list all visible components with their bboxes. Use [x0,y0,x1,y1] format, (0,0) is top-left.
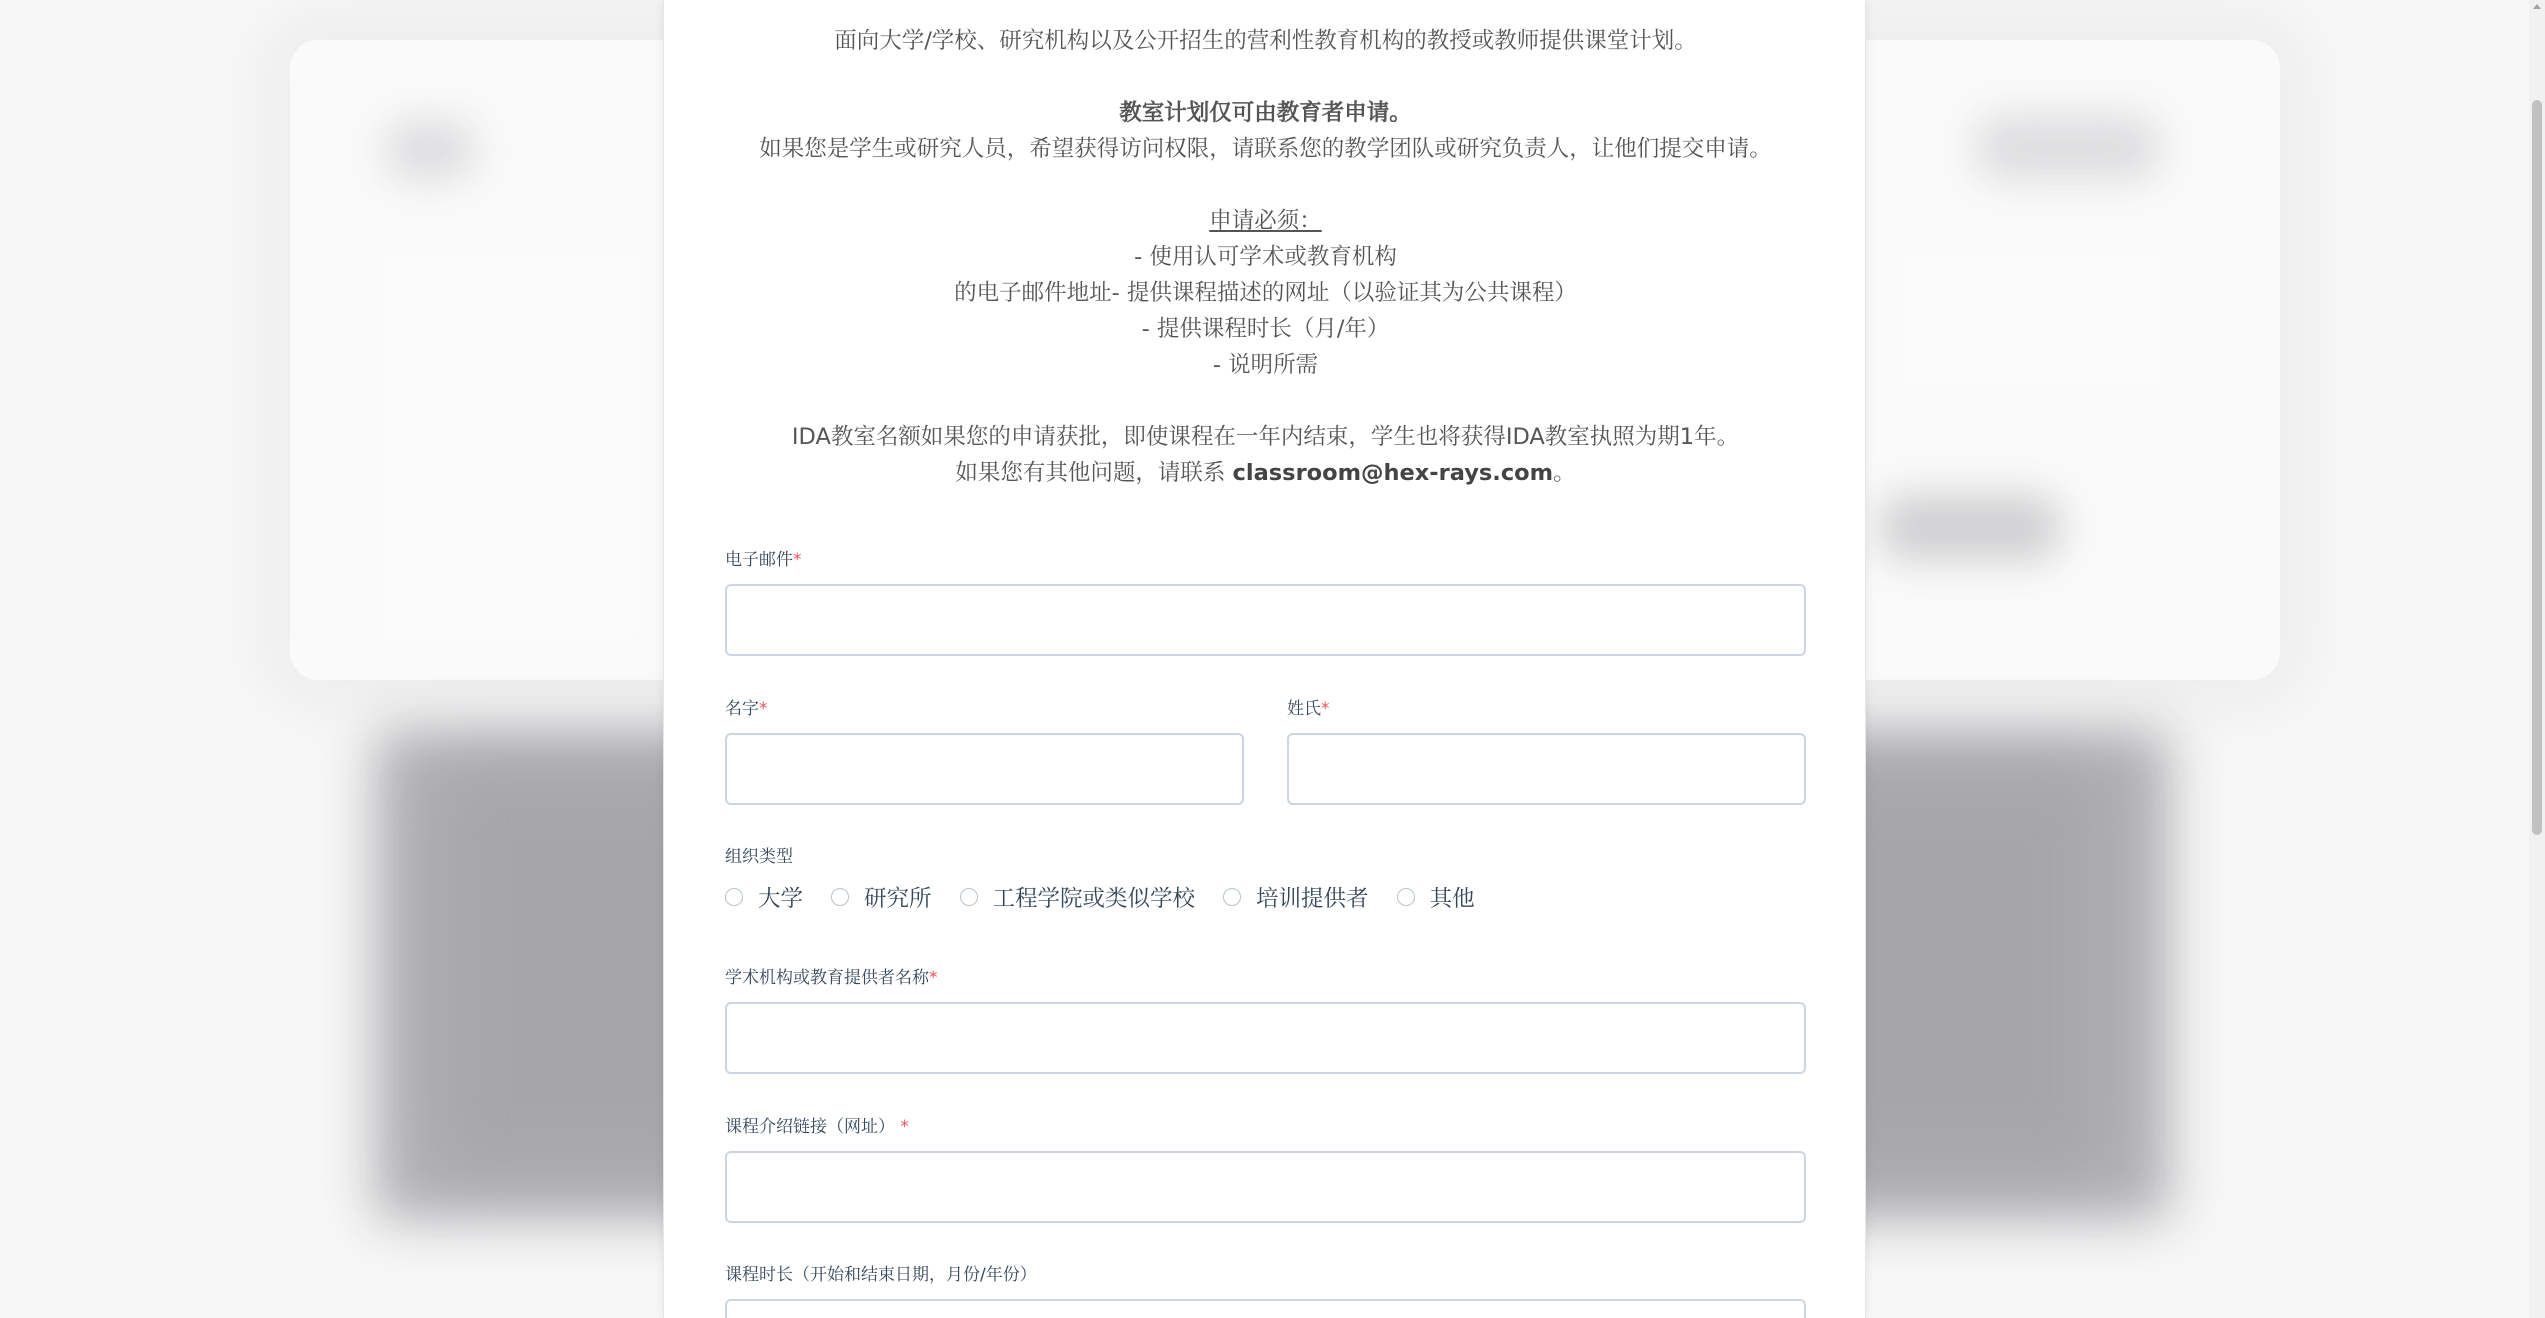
requirement-item: 的电子邮件地址- 提供课程描述的网址（以验证其为公共课程） [954,280,1577,306]
first-name-label: 名字* [725,699,768,719]
course-duration-group [725,1260,1806,1318]
institution-input[interactable] [725,1002,1806,1074]
radio-button[interactable] [960,888,978,906]
contact-line: 如果您有其他问题，请联系 classroom@hex-rays.com。 [955,460,1576,486]
radio-other[interactable]: 其他 [1397,881,1475,913]
institution-label: 学术机构或教育提供者名称* [725,968,938,988]
radio-research-institute[interactable]: 研究所 [831,881,932,913]
scroll-up-icon[interactable] [2533,4,2541,9]
email-group [725,545,1806,656]
intro-line: IDA教室名额如果您的申请获批，即使课程在一年内结束，学生也将获得IDA教室执照为期1年。 [791,424,1740,450]
radio-button[interactable] [831,888,849,906]
name-row [725,694,1806,805]
scrollbar-thumb[interactable] [2532,100,2542,835]
radio-button[interactable] [1223,888,1241,906]
course-url-input[interactable] [725,1151,1806,1223]
first-name-group [725,694,1244,805]
radio-button[interactable] [1397,888,1415,906]
form-content [725,0,1806,1285]
last-name-group [1287,694,1806,805]
course-url-label: 课程介绍链接（网址） * [725,1117,909,1137]
intro-text [725,0,1806,491]
org-type-radio-group [725,881,1806,913]
org-type-label: 组织类型 [725,847,793,867]
institution-group [725,963,1806,1074]
requirement-item: - 使用认可学术或教育机构 [1134,244,1397,270]
requirement-item: - 说明所需 [1212,352,1319,378]
course-url-group [725,1112,1806,1223]
first-name-input[interactable] [725,733,1244,805]
page-scrollbar[interactable] [2529,0,2545,1318]
radio-button[interactable] [725,888,743,906]
last-name-input[interactable] [1287,733,1806,805]
radio-training-provider[interactable]: 培训提供者 [1223,881,1369,913]
requirement-item: - 提供课程时长（月/年） [1141,316,1390,342]
last-name-label: 姓氏* [1287,699,1330,719]
org-type-group [725,842,1806,913]
radio-engineering-school[interactable]: 工程学院或类似学校 [960,881,1196,913]
requirements-title: 申请必须： [1209,208,1322,234]
email-input[interactable] [725,584,1806,656]
radio-university[interactable]: 大学 [725,881,803,913]
intro-line: 如果您是学生或研究人员，希望获得访问权限，请联系您的教学团队或研究负责人，让他们提交申请。 [759,136,1772,162]
course-duration-label: 课程时长（开始和结束日期，月份/年份） [725,1265,1037,1285]
intro-educator-only: 教室计划仅可由教育者申请。 [1119,100,1412,126]
contact-email-link[interactable]: classroom@hex-rays.com [1232,460,1554,486]
email-label: 电子邮件* [725,550,802,570]
intro-line: 面向大学/学校、研究机构以及公开招生的营利性教育机构的教授或教师提供课堂计划。 [834,28,1697,54]
course-duration-input[interactable] [725,1299,1806,1318]
application-form-modal [663,0,1866,1318]
